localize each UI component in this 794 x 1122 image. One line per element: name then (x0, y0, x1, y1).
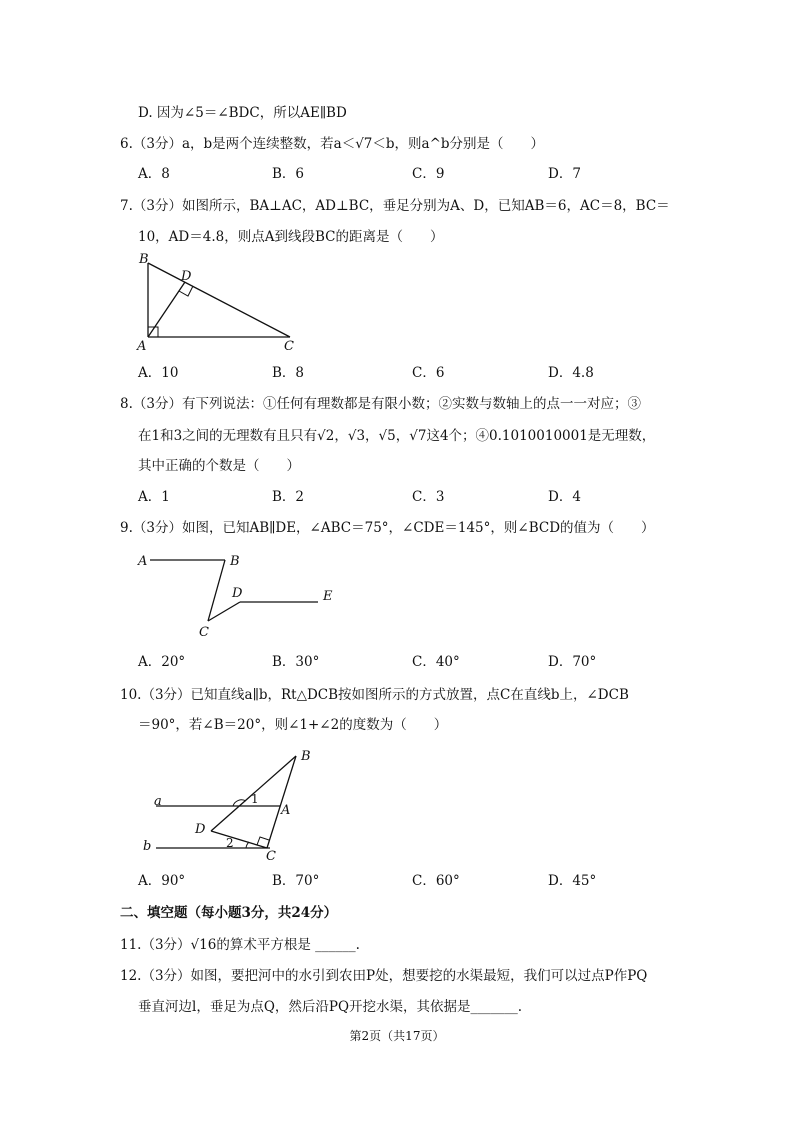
q7-label-a: A (137, 339, 147, 352)
page-footer: 第2页（共17页） (349, 1029, 445, 1043)
q10-label-angle-2: 2 (226, 836, 234, 850)
q9-label-e: E (323, 589, 333, 604)
q7-stem-line2: 10，AD＝4.8，则点A到线段BC的距离是（ ） (138, 229, 444, 245)
q8-stem-line1: 8.（3分）有下列说法：①任何有理数都是有限小数；②实数与数轴上的点一一对应；③ (120, 396, 641, 412)
q9-figure (130, 545, 350, 643)
q6-option-d: D．7 (548, 166, 581, 182)
q12-stem-line1: 12.（3分）如图，要把河中的水引到农田P处，想要挖的水渠最短，我们可以过点P作PQ (120, 968, 648, 984)
q10-label-angle-1: 1 (251, 792, 259, 806)
q10-stem-line2: ＝90°，若∠B＝20°，则∠1+∠2的度数为（ ） (138, 717, 448, 733)
q10-label-b-line: b (143, 839, 152, 854)
q7-label-c: C (284, 339, 294, 352)
q10-angle-2-arc (246, 842, 249, 848)
q8-stem-line2: 在1和3之间的无理数有且只有√2，√3，√5，√7这4个；④0.1010010001是无理数， (138, 428, 656, 444)
q10-label-c: C (266, 849, 276, 863)
q7-stem-line1: 7.（3分）如图所示，BA⊥AC，AD⊥BC，垂足分别为A、D，已知AB＝6，AC＝8，BC＝ (120, 198, 670, 214)
section2-title: 二、填空题（每小题3分，共24分） (120, 905, 338, 921)
q7-label-d: D (181, 269, 192, 284)
q10-option-a: A．90° (138, 873, 186, 889)
q8-option-a: A．1 (138, 489, 170, 505)
q10-label-d: D (195, 822, 206, 837)
q12-stem-line2: 垂直河边l，垂足为点Q，然后沿PQ开挖水渠，其依据是_______. (138, 999, 523, 1015)
q10-label-a-line: a (154, 794, 162, 809)
q10-stem-line1: 10.（3分）已知直线a∥b，Rt△DCB按如图所示的方式放置，点C在直线b上，∠DCB (120, 687, 629, 703)
q9-option-b: B．30° (272, 654, 320, 670)
q7-option-b: B．8 (272, 365, 305, 381)
q7-option-c: C．6 (412, 365, 445, 381)
q8-option-b: B．2 (272, 489, 305, 505)
q9-label-a: A (138, 554, 148, 569)
q10-segment-bc (267, 756, 296, 848)
q10-figure (130, 745, 330, 863)
q7-segment-ad (148, 282, 185, 337)
q11-stem: 11.（3分）√16的算术平方根是 ______. (120, 937, 360, 953)
q9-option-d: D．70° (548, 654, 597, 670)
q10-option-c: C．60° (412, 873, 460, 889)
q10-option-d: D．45° (548, 873, 597, 889)
q9-label-c: C (199, 625, 209, 640)
q9-option-a: A．20° (138, 654, 186, 670)
q9-option-c: C．40° (412, 654, 460, 670)
q10-label-b: B (301, 749, 311, 764)
q6-option-b: B．6 (272, 166, 305, 182)
q9-stem: 9.（3分）如图，已知AB∥DE，∠ABC＝75°，∠CDE＝145°，则∠BCD的值为（ ） (120, 520, 655, 536)
q7-label-b: B (139, 252, 149, 267)
q9-label-d: D (232, 586, 243, 601)
q8-option-c: C．3 (412, 489, 445, 505)
q6-stem: 6.（3分）a，b是两个连续整数，若a＜√7＜b，则a^b分别是（ ） (120, 136, 545, 152)
q9-label-b: B (230, 554, 240, 569)
q6-option-c: C．9 (412, 166, 445, 182)
q7-segment-bc (148, 263, 290, 337)
q8-option-d: D．4 (548, 489, 581, 505)
q7-option-a: A．10 (138, 365, 179, 381)
q6-option-a: A．8 (138, 166, 170, 182)
q8-stem-line3: 其中正确的个数是（ ） (138, 458, 300, 474)
q7-figure (130, 248, 310, 352)
q10-right-angle-c (257, 837, 269, 845)
q10-option-b: B．70° (272, 873, 320, 889)
q7-option-d: D．4.8 (548, 365, 594, 381)
q5-option-d: D. 因为∠5＝∠BDC，所以AE∥BD (138, 105, 347, 121)
q10-label-a: A (281, 803, 291, 818)
